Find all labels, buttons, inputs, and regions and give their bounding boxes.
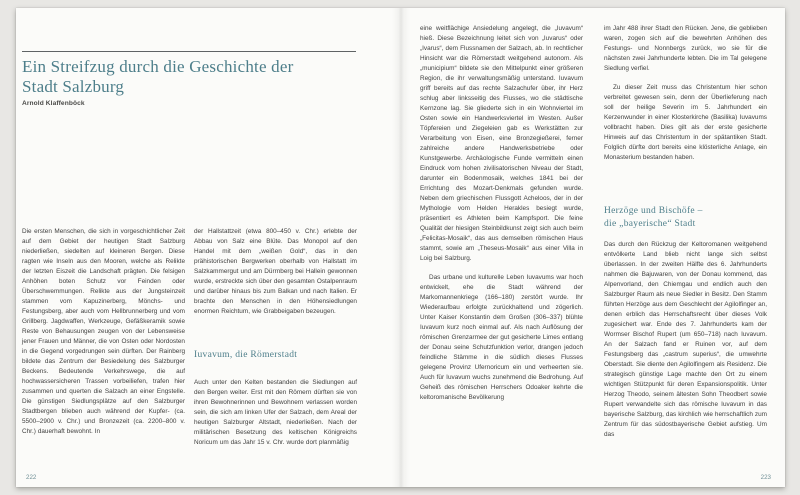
page-title: Ein Streifzug durch die Geschichte der Stadt Salzburg xyxy=(22,57,294,96)
page-gutter-fold xyxy=(392,8,410,487)
paragraph: Zu dieser Zeit muss das Christentum hier schon verbreitet gewesen sein, denn der Überlieferung nach soll der heilige Severin im 5. Jahrhundert ein Kerzenwunder in einer Klosterkirche (Basilika) Iuvavums vollbracht haben. Dies gilt als der erste gesicherte Hinweis auf das Christentum in der spätantiken Stadt. Folglich dürfte dort bereits eine klösterliche Anlage, ein Monasterium bestanden haben. xyxy=(604,84,767,161)
section-heading-iuvavum: Iuvavum, die Römerstadt xyxy=(194,350,298,360)
page-number-right: 223 xyxy=(760,474,771,481)
right-column-1 xyxy=(420,24,583,403)
left-column-2-paragraph-1 xyxy=(194,227,357,317)
right-column-2-top xyxy=(604,24,767,163)
heading-line-2: die „bayerische“ Stadt xyxy=(604,219,696,229)
paragraph: Die ersten Menschen, die sich in vorgeschichtlicher Zeit auf dem Gebiet der heutigen Stadt Salzburg niederließen, siedelten auf kleineren Bergen. Diese ragten wie Inseln aus den Mooren, welche als Relikte der letzten Eiszeit die Landschaft prägten. Die felsigen Anhöhen boten Schutz vor Feinden oder Überschwemmungen. Relikte aus der Jungsteinzeit stammen vom Kapuzinerberg, Mönchs- und Festungsberg, aber auch vom Hellbrunnerberg und vom Grillberg. Jagdwaffen, Werkzeuge, Gefäßkeramik sowie Reste von Behausungen zeugen von der Lebensweise jener Frauen und Männer, die von Osten oder Nordosten in die Gegend vorgedrungen sein dürften. Der Rainberg bildete das Zentrum der Besiedelung des Salzburger Beckens. Bedeutende Verkehrswege, die auf hochwassersicheren Trassen vorbeiliefen, trafen hier zusammen und querten die Salzach an einer Engstelle. Die günstigen Siedlungsplätze auf den Salzburger Stadtbergen blieben auch während der Kupfer- (ca. 5500–2900 v. Chr.) und Bronzezeit (ca. 2200–800 v. Chr.) dauerhaft bewohnt. In xyxy=(22,228,185,435)
left-column-2-paragraph-2 xyxy=(194,378,357,448)
left-column-1 xyxy=(22,227,185,437)
title-rule xyxy=(22,51,356,52)
heading-line-1: Herzöge und Bischöfe – xyxy=(604,206,703,216)
page-number-left: 222 xyxy=(26,474,37,481)
paragraph: Das durch den Rückzug der Keltoromanen weitgehend entvölkerte Land blieb nicht lange sich selbst überlassen. In der zweiten Hälfte des 6. Jahrhunderts nahmen die Bajuwaren, von der Donau kommend, das Alpenvorland, den Chiemgau und endlich auch den Salzburger Raum als neue Siedler in Besitz. Den Stamm führten Herzöge aus dem Geschlecht der Agilolfinger an, denen erblich das Herrschaftsrecht über dieses Volk zugesichert war. Ende des 7. Jahrhunderts kam der Wormser Bischof Rupert (um 650–718) nach Iuvavum. An der Salzach fand er Ruinen vor, auf dem Festungsberg das „castrum superius“, die umwehrte Oberstadt. Sie diente den Agilolfingern als Residenz. Die strategisch günstige Lage machte den Ort zu einem wichtigen Stützpunkt für deren Expansionspolitik. Unter Herzog Theodo, seinem ältesten Sohn Theodbert sowie Rupert verwandelte sich das römische Iuvavum in das bayerische Salzburg, das kirchlich wie herrschaftlich zum Zentrum für das südostbayerische Gebiet aufstieg. Um das xyxy=(604,241,767,438)
right-column-2-bottom xyxy=(604,240,767,440)
author-name: Arnold Klaffenböck xyxy=(22,100,85,107)
paragraph: der Hallstattzeit (etwa 800–450 v. Chr.) erlebte der Abbau von Salz eine Blüte. Das Monopol auf den Handel mit dem „weißen Gold“, das in den prähistorischen Bergwerken oberhalb von Hallstatt im Salzkammergut und am Dürrnberg bei Hallein gewonnen wurde, erstreckte sich über den gesamten Ostalpenraum und darüber hinaus bis zum Balkan und nach Italien. Er brachte den Menschen in den Höhensiedlungen enormen Reichtum, wie Grabbeigaben bezeugen. xyxy=(194,228,357,315)
paragraph: im Jahr 488 ihrer Stadt den Rücken. Jene, die geblieben waren, zogen sich auf die bewehrten Anhöhen des Festungs- und Nonnbergs zurück, wo sie für die nächsten zwei Jahrhunderte lebten. Die im Tal gelegene Siedlung verfiel. xyxy=(604,25,767,72)
paragraph: Auch unter den Kelten bestanden die Siedlungen auf den Bergen weiter. Erst mit den Römern dürften sie von ihren Bewohnerinnen und Bewohnern verlassen worden sein, die sich am linken Ufer der Salzach, dem Areal der heutigen Salzburger Altstadt, niederließen. Nach der militärischen Besetzung des keltischen Königreichs Noricum um das Jahr 15 v. Chr. wurde dort planmäßig xyxy=(194,379,357,446)
book-spread xyxy=(16,8,785,487)
paragraph: Das urbane und kulturelle Leben Iuvavums war hoch entwickelt, ehe die Stadt während der Markomannenkriege (166–180) zerstört wurde. Ihr Wiederaufbau erfolgte zurückhaltend und zögerlich. Unter Kaiser Konstantin dem Großen (306–337) blühte Iuvavum kurz noch einmal auf. Als nach Auflösung der römischen Grenzarmee der gut gesicherte Limes entlang der Donau seine Schutzfunktion verlor, drangen jedoch feindliche Stämme in die südlich dieses Flusses gelegene Provinz Ufernoricum ein und verheerten sie. Auch für Iuvavum wuchs zunehmend die Bedrohung. Auf Geheiß des römischen Herrschers Odoaker kehrte die keltoromanische Bevölkerung xyxy=(420,274,583,401)
section-heading-herzoege xyxy=(604,205,767,231)
paragraph: eine weitflächige Ansiedelung angelegt, die „Iuvavum“ hieß. Diese Bezeichnung leitet sich von „Iuvarus“ oder „Ivarus“, dem Flussnamen der Salzach, ab. In rechtlicher Hinsicht war die Römerstadt weitgehend autonom. Als „municipium“ bildete sie den Mittelpunkt einer größeren Region, die ihr verwaltungsmäßig unterstand. Iuvavum griff bereits auf das rechte Salzachufer über, ihr Herz schlug aber linksseitig des Flusses, wo die städtische Kernzone lag. Sie gliederte sich in ein Wohnviertel im Osten sowie ein Handwerksviertel im Westen. Außer Töpfereien und Ziegeleien gab es Werkstätten zur Verarbeitung von Eisen, eine Bronzegießerei, ferner zahlreiche andere Handwerksbetriebe oder Kunstgewerbe. Archäologische Funde vermitteln einen Eindruck vom hohen zivilisatorischen Niveau der Stadt, darunter ein Bodenmosaik, welches 1841 bei der Errichtung des Mozart-Denkmals gefunden wurde. Neben dem griechischen Flussgott Acheloos, der in der Mythologie vom Helden Herakles besiegt wurde, präsentiert es Athleten beim Kampfsport. Die feine Qualität der hiesigen Steinbildkunst zeigt sich auch beim „Felicitas-Mosaik“, das aus demselben römischen Haus stammt, sowie am „Theseus-Mosaik“ aus einer Villa in Loig bei Salzburg. xyxy=(420,25,583,262)
